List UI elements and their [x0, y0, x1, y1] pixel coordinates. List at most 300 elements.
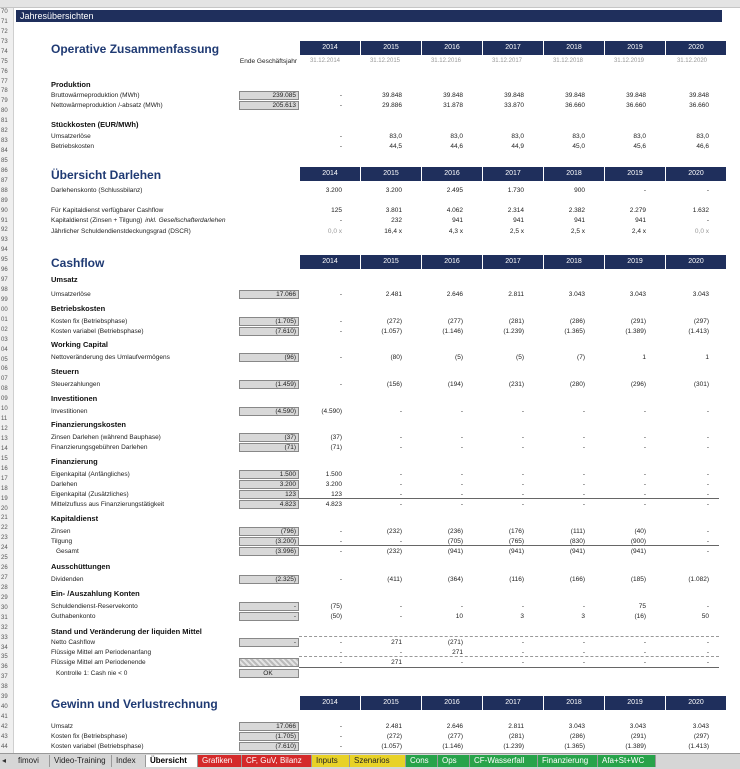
value-cell[interactable]: 1 — [642, 354, 646, 361]
value-cell[interactable]: - — [521, 491, 524, 498]
row-number[interactable]: 12 — [1, 426, 8, 433]
value-cell[interactable]: - — [582, 491, 585, 498]
row-number[interactable]: 29 — [1, 594, 8, 601]
value-cell[interactable]: (1.146) — [442, 328, 463, 335]
value-cell[interactable]: (297) — [693, 318, 709, 325]
row-number[interactable]: 78 — [1, 88, 8, 95]
row-number[interactable]: 19 — [1, 495, 8, 502]
row-number[interactable]: 80 — [1, 108, 8, 115]
sheet-tab[interactable]: Inputs — [312, 755, 350, 767]
row-number[interactable]: 87 — [1, 177, 8, 184]
value-cell[interactable]: - — [643, 408, 646, 415]
value-cell[interactable]: (1.389) — [625, 328, 646, 335]
value-cell[interactable]: 44,9 — [511, 143, 524, 150]
value-cell[interactable]: - — [643, 639, 646, 646]
value-cell[interactable]: - — [582, 649, 585, 656]
value-cell[interactable]: - — [706, 217, 709, 224]
value-cell[interactable]: 50 — [701, 613, 709, 620]
total-cell[interactable]: (7.610) — [239, 327, 299, 336]
value-cell[interactable]: 83,0 — [389, 133, 402, 140]
value-cell[interactable]: 941 — [452, 217, 463, 224]
value-cell[interactable]: - — [339, 548, 342, 555]
total-cell[interactable]: 239.085 — [239, 91, 299, 100]
value-cell[interactable]: 1.500 — [325, 471, 342, 478]
value-cell[interactable]: - — [339, 143, 342, 150]
value-cell[interactable]: 36.660 — [626, 102, 646, 109]
value-cell[interactable]: 271 — [452, 649, 463, 656]
value-cell[interactable]: (37) — [330, 434, 342, 441]
value-cell[interactable]: 83,0 — [572, 133, 585, 140]
value-cell[interactable]: 39.848 — [565, 92, 585, 99]
value-cell[interactable]: - — [339, 328, 342, 335]
value-cell[interactable]: 1 — [705, 354, 709, 361]
tab-scroll-arrow-icon[interactable]: ◂ — [2, 756, 7, 765]
total-cell[interactable]: - — [239, 638, 299, 647]
sheet-tab[interactable]: Übersicht — [146, 755, 198, 767]
value-cell[interactable]: 125 — [331, 207, 342, 214]
sheet-tab[interactable]: CF, GuV, Bilanz — [242, 755, 312, 767]
value-cell[interactable]: - — [339, 538, 342, 545]
total-cell[interactable]: 17.066 — [239, 290, 299, 299]
value-cell[interactable]: - — [582, 408, 585, 415]
total-cell[interactable]: (1.705) — [239, 732, 299, 741]
value-cell[interactable]: - — [339, 743, 342, 750]
value-cell[interactable]: - — [582, 471, 585, 478]
sheet-tab[interactable]: Ops — [438, 755, 470, 767]
value-cell[interactable]: (111) — [570, 528, 585, 535]
value-cell[interactable]: - — [521, 639, 524, 646]
value-cell[interactable]: 2.495 — [446, 187, 463, 194]
value-cell[interactable]: (281) — [508, 318, 524, 325]
sheet-tab[interactable]: Afa+St+WC — [598, 755, 656, 767]
row-number[interactable]: 93 — [1, 237, 8, 244]
value-cell[interactable]: (281) — [508, 733, 524, 740]
row-number[interactable]: 23 — [1, 535, 8, 542]
value-cell[interactable]: 3.200 — [385, 187, 402, 194]
value-cell[interactable]: 36.660 — [565, 102, 585, 109]
value-cell[interactable]: (277) — [447, 318, 463, 325]
value-cell[interactable]: - — [339, 733, 342, 740]
value-cell[interactable]: 83,0 — [511, 133, 524, 140]
total-cell[interactable]: (96) — [239, 353, 299, 362]
value-cell[interactable]: - — [582, 659, 585, 666]
value-cell[interactable]: - — [339, 217, 342, 224]
value-cell[interactable]: 39.848 — [626, 92, 646, 99]
row-number[interactable]: 25 — [1, 555, 8, 562]
total-cell[interactable]: - — [239, 602, 299, 611]
total-cell[interactable]: 4.823 — [239, 500, 299, 509]
value-cell[interactable]: 39.848 — [382, 92, 402, 99]
value-cell[interactable]: (286) — [569, 318, 585, 325]
value-cell[interactable]: - — [339, 102, 342, 109]
value-cell[interactable]: - — [399, 538, 402, 545]
value-cell[interactable]: - — [706, 603, 709, 610]
value-cell[interactable]: (232) — [386, 528, 402, 535]
value-cell[interactable]: (1.239) — [503, 328, 524, 335]
value-cell[interactable]: - — [706, 187, 709, 194]
value-cell[interactable]: (80) — [390, 354, 402, 361]
sheet-tab[interactable]: Grafiken — [198, 755, 242, 767]
row-number[interactable]: 31 — [1, 614, 8, 621]
row-number[interactable]: 04 — [1, 346, 8, 353]
value-cell[interactable]: (1.057) — [381, 328, 402, 335]
value-cell[interactable]: 3.043 — [629, 723, 646, 730]
row-number[interactable]: 28 — [1, 584, 8, 591]
value-cell[interactable]: 83,0 — [633, 133, 646, 140]
total-cell[interactable]: (4.590) — [239, 407, 299, 416]
value-cell[interactable]: - — [399, 501, 402, 508]
value-cell[interactable]: 4.823 — [325, 501, 342, 508]
value-cell[interactable]: 46,6 — [696, 143, 709, 150]
row-number[interactable]: 81 — [1, 118, 8, 125]
row-number[interactable]: 40 — [1, 704, 8, 711]
row-number[interactable]: 74 — [1, 48, 8, 55]
value-cell[interactable]: (166) — [569, 576, 585, 583]
value-cell[interactable]: - — [460, 491, 463, 498]
value-cell[interactable]: (291) — [630, 733, 646, 740]
value-cell[interactable]: (272) — [386, 318, 402, 325]
row-number[interactable]: 70 — [1, 9, 8, 15]
value-cell[interactable]: - — [339, 723, 342, 730]
row-number[interactable]: 92 — [1, 227, 8, 234]
row-number[interactable]: 03 — [1, 336, 8, 343]
value-cell[interactable]: - — [643, 187, 646, 194]
sheet-tab[interactable]: fimovi — [14, 755, 50, 767]
value-cell[interactable]: - — [460, 408, 463, 415]
value-cell[interactable]: 3 — [581, 613, 585, 620]
value-cell[interactable]: - — [706, 548, 709, 555]
value-cell[interactable]: - — [706, 408, 709, 415]
row-number[interactable]: 91 — [1, 217, 8, 224]
value-cell[interactable]: (830) — [569, 538, 585, 545]
value-cell[interactable]: - — [460, 444, 463, 451]
total-cell[interactable]: (1.459) — [239, 380, 299, 389]
value-cell[interactable]: - — [521, 481, 524, 488]
row-number[interactable]: 26 — [1, 565, 8, 572]
value-cell[interactable]: 2.811 — [508, 723, 524, 730]
value-cell[interactable]: 2.481 — [385, 723, 402, 730]
value-cell[interactable]: 33.870 — [504, 102, 524, 109]
row-number[interactable]: 22 — [1, 525, 8, 532]
value-cell[interactable]: 44,5 — [389, 143, 402, 150]
value-cell[interactable]: (941) — [508, 548, 524, 555]
value-cell[interactable]: (75) — [330, 603, 342, 610]
row-number[interactable]: 98 — [1, 287, 8, 294]
value-cell[interactable]: - — [521, 659, 524, 666]
value-cell[interactable]: 3 — [520, 613, 524, 620]
value-cell[interactable]: 4,3 x — [448, 228, 463, 235]
row-number[interactable]: 95 — [1, 257, 8, 264]
value-cell[interactable]: - — [521, 471, 524, 478]
value-cell[interactable]: (280) — [569, 381, 585, 388]
value-cell[interactable]: - — [706, 538, 709, 545]
total-cell[interactable]: 17.066 — [239, 722, 299, 731]
row-number[interactable]: 73 — [1, 38, 8, 45]
row-number[interactable]: 83 — [1, 138, 8, 145]
row-number[interactable]: 97 — [1, 277, 8, 284]
row-number[interactable]: 43 — [1, 733, 8, 740]
sheet-tab[interactable]: CF-Wasserfall — [470, 755, 538, 767]
value-cell[interactable]: 3.801 — [385, 207, 402, 214]
value-cell[interactable]: 3.043 — [692, 291, 709, 298]
row-number[interactable]: 75 — [1, 58, 8, 65]
value-cell[interactable]: 271 — [391, 639, 402, 646]
value-cell[interactable]: - — [582, 501, 585, 508]
value-cell[interactable]: - — [582, 481, 585, 488]
value-cell[interactable]: - — [521, 603, 524, 610]
value-cell[interactable]: 232 — [391, 217, 402, 224]
row-number[interactable]: 01 — [1, 316, 8, 323]
value-cell[interactable]: 3.200 — [325, 187, 342, 194]
total-cell[interactable]: OK — [239, 669, 299, 678]
total-cell[interactable]: (2.325) — [239, 575, 299, 584]
row-number[interactable]: 39 — [1, 694, 8, 701]
total-cell[interactable]: 3.200 — [239, 480, 299, 489]
sheet-tab[interactable]: Finanzierung — [538, 755, 598, 767]
value-cell[interactable]: (176) — [508, 528, 524, 535]
value-cell[interactable]: (1.389) — [625, 743, 646, 750]
row-number[interactable]: 99 — [1, 296, 8, 303]
value-cell[interactable]: - — [339, 528, 342, 535]
value-cell[interactable]: - — [706, 639, 709, 646]
value-cell[interactable]: 2,4 x — [631, 228, 646, 235]
row-number[interactable]: 42 — [1, 723, 8, 730]
value-cell[interactable]: (4.590) — [321, 408, 342, 415]
row-number[interactable]: 07 — [1, 376, 8, 383]
value-cell[interactable]: - — [339, 318, 342, 325]
value-cell[interactable]: (71) — [330, 444, 342, 451]
value-cell[interactable]: - — [582, 603, 585, 610]
row-number[interactable]: 20 — [1, 505, 8, 512]
value-cell[interactable]: - — [460, 603, 463, 610]
row-number[interactable]: 86 — [1, 167, 8, 174]
value-cell[interactable]: 900 — [574, 187, 585, 194]
total-cell[interactable]: - — [239, 612, 299, 621]
value-cell[interactable]: (1.413) — [688, 328, 709, 335]
value-cell[interactable]: (1.146) — [442, 743, 463, 750]
value-cell[interactable]: 39.848 — [689, 92, 709, 99]
sheet-tab[interactable]: Cons — [406, 755, 438, 767]
value-cell[interactable]: - — [339, 576, 342, 583]
value-cell[interactable]: - — [339, 639, 342, 646]
value-cell[interactable]: 3.200 — [325, 481, 342, 488]
value-cell[interactable]: 45,0 — [572, 143, 585, 150]
value-cell[interactable]: - — [643, 501, 646, 508]
total-cell[interactable]: (3.200) — [239, 537, 299, 546]
value-cell[interactable]: - — [582, 639, 585, 646]
row-number[interactable]: 79 — [1, 98, 8, 105]
value-cell[interactable]: - — [339, 92, 342, 99]
value-cell[interactable]: - — [706, 481, 709, 488]
value-cell[interactable]: - — [460, 471, 463, 478]
sheet-tab[interactable]: Szenarios — [350, 755, 406, 767]
row-number[interactable]: 34 — [1, 644, 8, 651]
value-cell[interactable]: - — [521, 444, 524, 451]
row-number[interactable]: 08 — [1, 386, 8, 393]
value-cell[interactable]: 16,4 x — [384, 228, 402, 235]
value-cell[interactable]: (941) — [447, 548, 463, 555]
value-cell[interactable]: (50) — [330, 613, 342, 620]
value-cell[interactable]: 39.848 — [504, 92, 524, 99]
value-cell[interactable]: - — [339, 291, 342, 298]
row-number[interactable]: 05 — [1, 356, 8, 363]
row-number[interactable]: 10 — [1, 406, 8, 413]
value-cell[interactable]: - — [460, 481, 463, 488]
value-cell[interactable]: - — [399, 603, 402, 610]
value-cell[interactable]: 941 — [574, 217, 585, 224]
row-number[interactable]: 76 — [1, 68, 8, 75]
row-number[interactable]: 36 — [1, 664, 8, 671]
row-number[interactable]: 13 — [1, 435, 8, 442]
value-cell[interactable]: (271) — [447, 639, 463, 646]
value-cell[interactable]: 2.811 — [508, 291, 524, 298]
value-cell[interactable]: (364) — [447, 576, 463, 583]
value-cell[interactable]: (5) — [455, 354, 463, 361]
value-cell[interactable]: - — [339, 354, 342, 361]
row-number[interactable]: 06 — [1, 366, 8, 373]
value-cell[interactable]: 45,6 — [633, 143, 646, 150]
value-cell[interactable]: - — [339, 133, 342, 140]
value-cell[interactable]: (291) — [630, 318, 646, 325]
total-cell[interactable]: 1.500 — [239, 470, 299, 479]
value-cell[interactable]: 2,5 x — [570, 228, 585, 235]
value-cell[interactable]: 83,0 — [696, 133, 709, 140]
row-number[interactable]: 41 — [1, 714, 8, 721]
value-cell[interactable]: (296) — [630, 381, 646, 388]
total-cell[interactable]: (3.996) — [239, 547, 299, 556]
row-number[interactable]: 02 — [1, 326, 8, 333]
row-number[interactable]: 82 — [1, 128, 8, 135]
row-number[interactable]: 72 — [1, 28, 8, 35]
value-cell[interactable]: 44,6 — [450, 143, 463, 150]
value-cell[interactable]: 941 — [635, 217, 646, 224]
value-cell[interactable]: (1.239) — [503, 743, 524, 750]
total-cell[interactable]: 205.613 — [239, 101, 299, 110]
row-number[interactable]: 35 — [1, 654, 8, 661]
total-cell[interactable]: (37) — [239, 433, 299, 442]
value-cell[interactable]: 0,0 x — [327, 228, 342, 235]
value-cell[interactable]: 83,0 — [450, 133, 463, 140]
value-cell[interactable]: (1.365) — [564, 328, 585, 335]
row-number[interactable]: 89 — [1, 197, 8, 204]
value-cell[interactable]: (297) — [693, 733, 709, 740]
value-cell[interactable]: (5) — [516, 354, 524, 361]
value-cell[interactable]: 36.660 — [689, 102, 709, 109]
total-cell[interactable]: (796) — [239, 527, 299, 536]
sheet-tab[interactable]: Video-Training — [50, 755, 112, 767]
total-cell[interactable]: (71) — [239, 443, 299, 452]
value-cell[interactable]: 3.043 — [629, 291, 646, 298]
value-cell[interactable]: - — [339, 649, 342, 656]
value-cell[interactable]: 2.646 — [446, 291, 463, 298]
row-number[interactable]: 30 — [1, 604, 8, 611]
total-cell[interactable]: (7.610) — [239, 742, 299, 751]
row-number[interactable]: 84 — [1, 148, 8, 155]
row-number[interactable]: 38 — [1, 684, 8, 691]
value-cell[interactable]: (705) — [447, 538, 463, 545]
row-number[interactable]: 88 — [1, 187, 8, 194]
value-cell[interactable]: - — [399, 649, 402, 656]
value-cell[interactable]: (1.365) — [564, 743, 585, 750]
row-number[interactable]: 94 — [1, 247, 8, 254]
value-cell[interactable]: - — [460, 659, 463, 666]
value-cell[interactable]: (185) — [630, 576, 646, 583]
value-cell[interactable]: 3.043 — [692, 723, 709, 730]
value-cell[interactable]: - — [706, 659, 709, 666]
row-number[interactable]: 96 — [1, 267, 8, 274]
row-number[interactable]: 15 — [1, 455, 8, 462]
value-cell[interactable]: - — [399, 481, 402, 488]
total-cell[interactable]: 123 — [239, 490, 299, 499]
value-cell[interactable]: (765) — [508, 538, 524, 545]
value-cell[interactable]: (941) — [630, 548, 646, 555]
value-cell[interactable]: 10 — [455, 613, 463, 620]
value-cell[interactable]: - — [706, 528, 709, 535]
value-cell[interactable]: 75 — [638, 603, 646, 610]
row-number[interactable]: 37 — [1, 674, 8, 681]
value-cell[interactable]: - — [399, 491, 402, 498]
value-cell[interactable]: (272) — [386, 733, 402, 740]
value-cell[interactable]: (156) — [386, 381, 402, 388]
value-cell[interactable]: 2.481 — [385, 291, 402, 298]
value-cell[interactable]: 2.646 — [446, 723, 463, 730]
value-cell[interactable]: (1.413) — [688, 743, 709, 750]
value-cell[interactable]: 1.730 — [507, 187, 524, 194]
value-cell[interactable]: - — [399, 444, 402, 451]
value-cell[interactable]: - — [706, 491, 709, 498]
value-cell[interactable]: - — [460, 434, 463, 441]
value-cell[interactable]: 2.279 — [629, 207, 646, 214]
value-cell[interactable]: 29.886 — [382, 102, 402, 109]
value-cell[interactable]: (301) — [693, 381, 709, 388]
row-number[interactable]: 27 — [1, 575, 8, 581]
value-cell[interactable]: - — [706, 434, 709, 441]
value-cell[interactable]: - — [582, 434, 585, 441]
row-number[interactable]: 16 — [1, 465, 8, 472]
row-number[interactable]: 14 — [1, 445, 8, 452]
value-cell[interactable]: 941 — [513, 217, 524, 224]
value-cell[interactable]: (7) — [577, 354, 585, 361]
value-cell[interactable]: (236) — [447, 528, 463, 535]
value-cell[interactable]: 31.878 — [443, 102, 463, 109]
value-cell[interactable]: - — [399, 408, 402, 415]
value-cell[interactable]: 2.382 — [568, 207, 585, 214]
value-cell[interactable]: - — [706, 444, 709, 451]
value-cell[interactable]: - — [521, 408, 524, 415]
value-cell[interactable]: (941) — [569, 548, 585, 555]
value-cell[interactable]: 2.314 — [507, 207, 524, 214]
value-cell[interactable]: - — [521, 649, 524, 656]
row-number[interactable]: 71 — [1, 18, 8, 25]
sheet-tab[interactable]: Index — [112, 755, 146, 767]
value-cell[interactable]: - — [643, 491, 646, 498]
value-cell[interactable]: (1.082) — [688, 576, 709, 583]
value-cell[interactable]: 2,5 x — [509, 228, 524, 235]
value-cell[interactable]: - — [582, 444, 585, 451]
row-number[interactable]: 09 — [1, 396, 8, 403]
row-number[interactable]: 17 — [1, 475, 8, 482]
value-cell[interactable]: - — [521, 434, 524, 441]
value-cell[interactable]: (40) — [634, 528, 646, 535]
value-cell[interactable]: (411) — [387, 576, 402, 583]
row-number[interactable]: 77 — [1, 78, 8, 85]
row-number[interactable]: 33 — [1, 634, 8, 641]
value-cell[interactable]: (232) — [386, 548, 402, 555]
value-cell[interactable]: (286) — [569, 733, 585, 740]
value-cell[interactable]: - — [643, 434, 646, 441]
value-cell[interactable]: - — [399, 471, 402, 478]
value-cell[interactable]: - — [643, 481, 646, 488]
